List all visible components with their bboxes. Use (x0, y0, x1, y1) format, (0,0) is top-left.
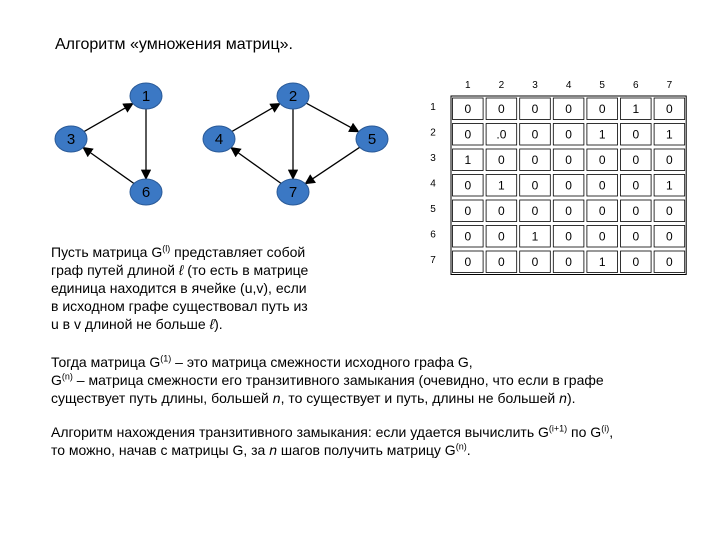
matrix-cell: .0 (496, 127, 507, 142)
matrix-col-header: 5 (599, 80, 605, 91)
matrix-cell: 0 (632, 127, 640, 142)
p1-sup-l: (l) (162, 243, 171, 254)
p2-text-b: – это матрица смежности исходного графа G, (171, 354, 473, 370)
matrix-cell: 1 (666, 178, 673, 193)
p2-sup-1: (1) (160, 353, 172, 364)
matrix-cell: 0 (531, 152, 539, 167)
p2-text-d: – матрица смежности его транзитивного замыкания (очевидно, что если в графе (72, 372, 604, 388)
node-label: 5 (367, 131, 377, 148)
matrix-col-header: 2 (498, 80, 505, 91)
matrix-cell: 0 (598, 229, 606, 244)
p2-text-g: ). (566, 390, 576, 406)
matrix-cell: 0 (565, 229, 572, 244)
matrix-cell: 0 (666, 101, 673, 116)
p3-text-e: шагов получить матрицу G (277, 442, 456, 458)
matrix-cell: 0 (565, 254, 572, 269)
p1-var-l: ℓ (178, 262, 184, 278)
matrix-cell: 0 (464, 178, 472, 193)
p3-text-c: , (609, 424, 614, 440)
matrix-cell: 0 (666, 152, 673, 167)
p2-text-e: существует путь длины, большей (51, 390, 273, 406)
matrix-cell: 0 (464, 229, 472, 244)
matrix-cell: 0 (632, 203, 640, 218)
matrix-cell: 0 (531, 101, 539, 116)
paragraph-transitive-closure (51, 353, 711, 407)
matrix-cell: 0 (464, 203, 472, 218)
matrix-row-header: 4 (430, 178, 436, 190)
p3-text-f: . (466, 442, 471, 458)
matrix-cell: 0 (666, 254, 673, 269)
matrix-cell: 1 (598, 254, 606, 269)
p3-sup-n: (n) (455, 441, 467, 452)
p2-text-a: Тогда матрица G (51, 354, 161, 370)
matrix-cell: 0 (632, 152, 640, 167)
p3-text-b: по G (567, 424, 602, 440)
matrix-cell: 1 (498, 178, 505, 193)
p3-sup-i1: (i+1) (548, 423, 568, 434)
matrix-cell: 0 (632, 178, 640, 193)
p2-sup-n: (n) (61, 371, 73, 382)
matrix-cell: 0 (565, 152, 572, 167)
p1-text-l3: единица находится в ячейке (u,v), если (51, 280, 307, 296)
p3-sup-i: (i) (601, 423, 610, 434)
p1-text-l5a: u в v длиной не больше (51, 316, 210, 332)
slide-title: Алгоритм «умножения матриц». (55, 36, 293, 53)
node-label: 3 (66, 131, 76, 148)
p2-var-n1: n (272, 390, 281, 406)
matrix-cell: 0 (565, 127, 572, 142)
matrix-row-header: 1 (430, 102, 436, 113)
p3-text-a: Алгоритм нахождения транзитивного замыкания: если удается вычислить G (51, 424, 549, 440)
node-label: 2 (288, 88, 298, 105)
matrix-cell: 0 (666, 229, 673, 244)
p1-text-l2b: (то есть в матрице (183, 262, 309, 278)
p2-text-c: G (51, 372, 62, 388)
matrix-col-header: 6 (633, 80, 639, 91)
p1-text-l2a: граф путей длиной (51, 262, 179, 278)
node-label: 4 (214, 131, 224, 148)
matrix-col-header: 1 (465, 80, 471, 91)
matrix-cell: 0 (632, 229, 640, 244)
p1-text-b: представляет собой (170, 244, 306, 260)
matrix-cell: 0 (565, 178, 572, 193)
p3-text-d: то можно, начав с матрицы G, за (51, 442, 270, 458)
matrix-col-header: 4 (565, 80, 572, 91)
matrix-cell: 0 (632, 254, 640, 269)
node-label: 1 (141, 88, 151, 105)
node-label: 7 (288, 184, 298, 201)
matrix-cell: 1 (632, 101, 640, 116)
matrix-cell: 0 (531, 254, 539, 269)
paragraph-matrix-definition (51, 243, 361, 333)
matrix-cell: 0 (498, 101, 505, 116)
p2-text-f: , то существует и путь, длины не большей (280, 390, 560, 406)
matrix-cell: 1 (598, 127, 606, 142)
matrix-cell: 0 (498, 152, 505, 167)
matrix-cell: 0 (598, 178, 606, 193)
matrix-row-header: 6 (430, 229, 436, 241)
matrix-cell: 0 (531, 203, 539, 218)
matrix-cell: 0 (531, 178, 539, 193)
p2-var-n2: n (559, 390, 567, 406)
matrix-cell: 0 (498, 203, 505, 218)
p1-text-l5b: ). (214, 316, 223, 332)
matrix-cell: 0 (464, 101, 472, 116)
matrix-cell: 0 (598, 101, 606, 116)
matrix-cell: 0 (565, 203, 572, 218)
matrix-cell: 1 (464, 152, 472, 167)
p1-text-a: Пусть матрица G (51, 244, 163, 260)
matrix-cell: 0 (666, 203, 673, 218)
matrix-col-header: 3 (532, 80, 538, 91)
matrix-row-header: 2 (430, 127, 436, 139)
matrix-cell: 0 (464, 254, 472, 269)
matrix-cell: 0 (498, 254, 505, 269)
node-label: 6 (141, 184, 151, 201)
matrix-cell: 0 (498, 229, 505, 244)
p3-var-n: n (269, 442, 278, 458)
matrix-cell: 0 (464, 127, 472, 142)
matrix-row-header: 7 (430, 255, 436, 266)
matrix-cell: 0 (565, 101, 572, 116)
paragraph-algorithm (51, 423, 711, 459)
matrix-cell: 0 (598, 203, 606, 218)
p1-text-l4: в исходном графе существовал путь из (51, 298, 308, 314)
p1-var-l2: ℓ (209, 316, 215, 332)
matrix-cell: 0 (531, 127, 539, 142)
matrix-cell: 0 (598, 152, 606, 167)
matrix-row-header: 3 (430, 153, 436, 164)
matrix-row-header: 5 (430, 204, 436, 215)
matrix-cell: 1 (531, 229, 539, 244)
matrix-col-header: 7 (666, 80, 673, 91)
matrix-cell: 1 (666, 127, 673, 142)
